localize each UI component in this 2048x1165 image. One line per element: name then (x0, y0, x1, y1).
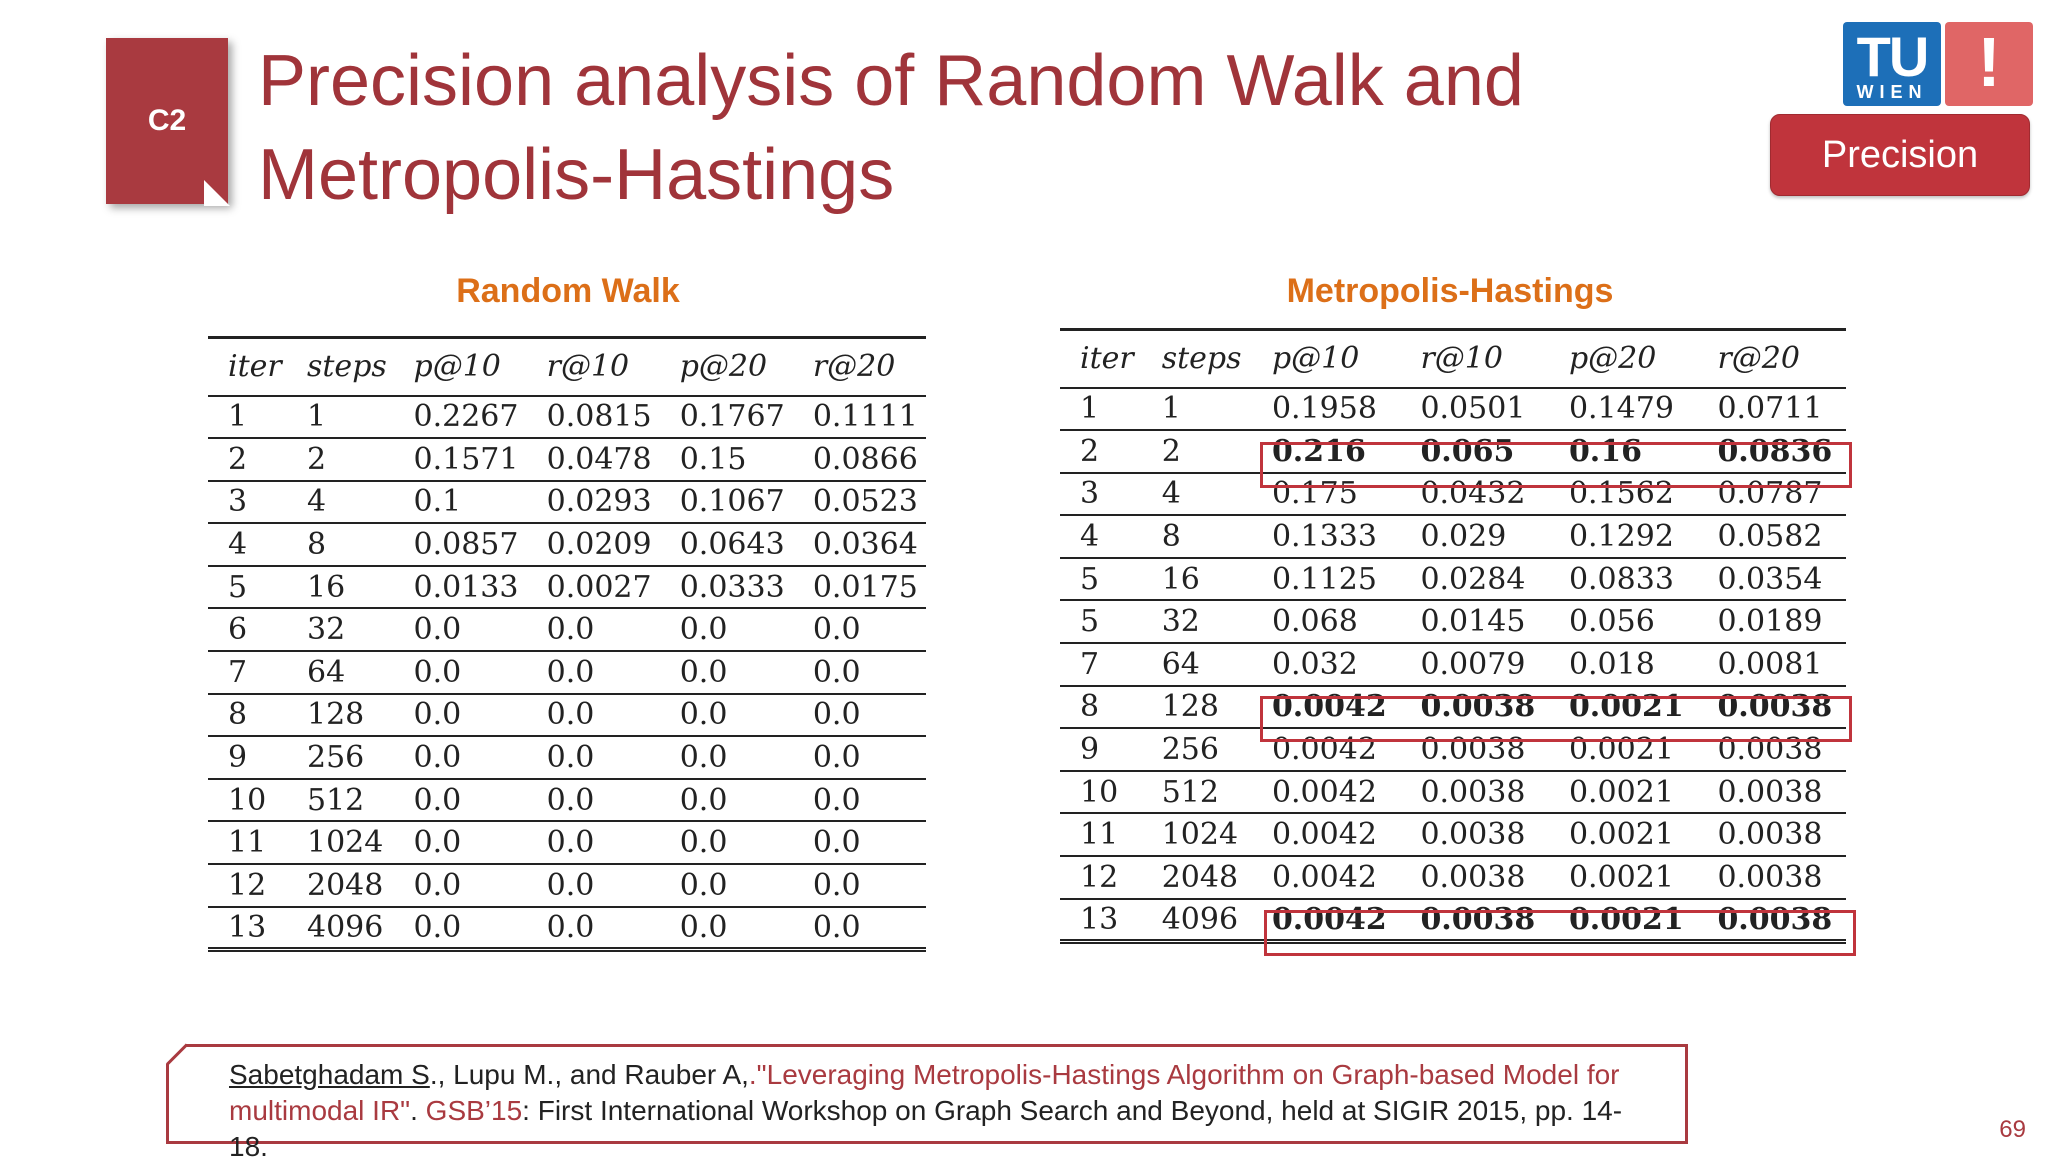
table-cell: 0.0145 (1400, 600, 1549, 643)
table-cell: 8 (1060, 686, 1142, 729)
table-cell: 0.0 (793, 821, 926, 864)
rw-header-4: p@20 (660, 338, 793, 396)
table-row (208, 566, 926, 609)
table-cell: 0.0582 (1697, 515, 1846, 558)
table-cell: 32 (1142, 600, 1252, 643)
table-cell: 0.0 (660, 608, 793, 651)
table-cell: 2 (287, 438, 394, 481)
table-cell: 0.0038 (1400, 899, 1549, 942)
table-cell: 0.0 (527, 651, 660, 694)
table-cell: 5 (208, 566, 287, 609)
table-cell: 0.0866 (793, 438, 926, 481)
table-cell: 0.0 (527, 694, 660, 737)
table-cell: 0.0021 (1549, 728, 1698, 771)
table-cell: 0.0 (527, 779, 660, 822)
table-cell: 12 (208, 864, 287, 907)
table-cell: 10 (208, 779, 287, 822)
metropolis-hastings-table (1060, 328, 1846, 944)
slide-title-line2: Metropolis-Hastings (258, 135, 895, 215)
table-cell: 256 (287, 736, 394, 779)
table-cell: 0.029 (1400, 515, 1549, 558)
table-row (1060, 686, 1846, 729)
table-cell: 2 (1060, 430, 1142, 473)
table-cell: 0.1958 (1252, 388, 1401, 431)
random-walk-title: Random Walk (456, 272, 680, 310)
table-row (1060, 388, 1846, 431)
table-cell: 1 (208, 396, 287, 439)
table-cell: 1024 (1142, 813, 1252, 856)
citation-authors: ., Lupu M., and Rauber A, (429, 1059, 749, 1090)
table-cell: 0.032 (1252, 643, 1401, 686)
table-cell: 0.0478 (527, 438, 660, 481)
table-cell: 0.1571 (394, 438, 527, 481)
table-cell: 0.0 (394, 779, 527, 822)
table-cell: 0.1292 (1549, 515, 1698, 558)
table-cell: 0.0787 (1697, 473, 1846, 516)
citation-venue: GSB’15 (425, 1095, 523, 1126)
table-cell: 16 (1142, 558, 1252, 601)
metropolis-hastings-title: Metropolis-Hastings (1286, 272, 1614, 310)
table-cell: 16 (287, 566, 394, 609)
mh-header-3: r@10 (1400, 330, 1549, 388)
table-cell: 0.0038 (1697, 728, 1846, 771)
table-cell: 5 (1060, 558, 1142, 601)
precision-topic-button[interactable]: Precision (1770, 114, 2030, 196)
citation-text (229, 1057, 1645, 1165)
table-cell: 256 (1142, 728, 1252, 771)
citation-details: : First International Workshop on Graph Search and Beyond, held at SIGIR 2015, pp. 14-18. (229, 1095, 1623, 1162)
citation-author-link[interactable]: Sabetghadam S (229, 1059, 430, 1090)
table-row (1060, 430, 1846, 473)
rw-header-1: steps (287, 338, 394, 396)
table-cell: 0.0 (394, 821, 527, 864)
table-cell: 0.15 (660, 438, 793, 481)
table-cell: 0.0209 (527, 523, 660, 566)
table-cell: 0.0 (660, 694, 793, 737)
table-cell: 0.0 (660, 779, 793, 822)
mh-header-4: p@20 (1549, 330, 1698, 388)
table-cell: 0.0 (394, 608, 527, 651)
citation-paper-title: ."Leveraging Metropolis-Hastings Algorithm on Graph-based Model for multimodal IR" (229, 1059, 1620, 1126)
table-cell: 0.0 (660, 907, 793, 950)
table-cell: 0.0038 (1400, 686, 1549, 729)
citation-separator: . (410, 1095, 426, 1126)
table-cell: 0.0364 (793, 523, 926, 566)
table-cell: 128 (1142, 686, 1252, 729)
table-row (1060, 515, 1846, 558)
table-cell: 0.0027 (527, 566, 660, 609)
table-cell: 0.175 (1252, 473, 1401, 516)
table-cell: 1024 (287, 821, 394, 864)
table-row (208, 438, 926, 481)
table-cell: 0.1479 (1549, 388, 1698, 431)
table-row (1060, 643, 1846, 686)
table-cell: 5 (1060, 600, 1142, 643)
table-cell: 0.056 (1549, 600, 1698, 643)
table-cell: 1 (1142, 388, 1252, 431)
table-cell: 9 (1060, 728, 1142, 771)
table-cell: 0.0857 (394, 523, 527, 566)
table-cell: 8 (208, 694, 287, 737)
table-row (208, 396, 926, 439)
table-cell: 0.0 (394, 694, 527, 737)
table-cell: 0.0333 (660, 566, 793, 609)
table-cell: 0.0 (793, 608, 926, 651)
table-cell: 11 (208, 821, 287, 864)
table-cell: 0.0042 (1252, 813, 1401, 856)
wien-logo-text: WIEN (1856, 82, 1928, 102)
table-cell: 12 (1060, 856, 1142, 899)
table-cell: 2 (1142, 430, 1252, 473)
rw-header-2: p@10 (394, 338, 527, 396)
table-cell: 0.0 (660, 651, 793, 694)
table-cell: 0.0038 (1400, 813, 1549, 856)
table-cell: 0.0038 (1400, 728, 1549, 771)
table-cell: 7 (1060, 643, 1142, 686)
table-cell: 0.0501 (1400, 388, 1549, 431)
table-cell: 0.0021 (1549, 899, 1698, 942)
table-cell: 6 (208, 608, 287, 651)
table-cell: 0.1767 (660, 396, 793, 439)
rw-header-5: r@20 (793, 338, 926, 396)
table-cell: 0.0042 (1252, 899, 1401, 942)
table-cell: 64 (287, 651, 394, 694)
exclamation-glyph: ! (1977, 23, 2001, 101)
table-cell: 0.0836 (1697, 430, 1846, 473)
table-cell: 0.0038 (1697, 686, 1846, 729)
table-cell: 64 (1142, 643, 1252, 686)
page-number: 69 (1999, 1116, 2026, 1143)
table-cell: 0.0038 (1697, 813, 1846, 856)
tu-wien-logo (1843, 22, 1941, 106)
table-cell: 0.1 (394, 481, 527, 524)
slide-title (258, 34, 1658, 222)
table-cell: 3 (1060, 473, 1142, 516)
table-cell: 0.0 (394, 651, 527, 694)
table-cell: 0.0 (394, 864, 527, 907)
table-cell: 128 (287, 694, 394, 737)
table-cell: 0.0042 (1252, 771, 1401, 814)
table-cell: 0.1562 (1549, 473, 1698, 516)
table-cell: 0.0293 (527, 481, 660, 524)
table-cell: 0.0 (793, 779, 926, 822)
table-cell: 0.0 (793, 864, 926, 907)
table-cell: 0.0038 (1400, 856, 1549, 899)
table-cell: 0.0 (527, 736, 660, 779)
table-cell: 0.0081 (1697, 643, 1846, 686)
rw-header-0: iter (208, 338, 287, 396)
table-cell: 0.0038 (1697, 856, 1846, 899)
table-row (1060, 600, 1846, 643)
table-cell: 0.1333 (1252, 515, 1401, 558)
citation-box (166, 1044, 1688, 1162)
table-cell: 0.0021 (1549, 856, 1698, 899)
table-cell: 0.0284 (1400, 558, 1549, 601)
table-cell: 0.16 (1549, 430, 1698, 473)
table-cell: 4 (1142, 473, 1252, 516)
table-cell: 0.1111 (793, 396, 926, 439)
table-cell: 2 (208, 438, 287, 481)
table-cell: 8 (1142, 515, 1252, 558)
table-cell: 0.0 (660, 864, 793, 907)
table-row (1060, 813, 1846, 856)
table-cell: 4096 (287, 907, 394, 950)
rw-header-3: r@10 (527, 338, 660, 396)
table-cell: 0.0042 (1252, 728, 1401, 771)
table-row (1060, 558, 1846, 601)
table-cell: 0.0711 (1697, 388, 1846, 431)
table-cell: 2048 (287, 864, 394, 907)
table-cell: 0.0 (394, 907, 527, 950)
table-cell: 0.2267 (394, 396, 527, 439)
table-cell: 4 (287, 481, 394, 524)
table-cell: 0.0021 (1549, 771, 1698, 814)
table-row (1060, 771, 1846, 814)
table-cell: 4 (1060, 515, 1142, 558)
table-cell: 11 (1060, 813, 1142, 856)
mh-header-1: steps (1142, 330, 1252, 388)
table-cell: 2048 (1142, 856, 1252, 899)
table-cell: 0.0 (660, 736, 793, 779)
slide-title-line1: Precision analysis of Random Walk and (258, 41, 1524, 121)
table-cell: 0.018 (1549, 643, 1698, 686)
table-row (208, 907, 926, 950)
table-cell: 0.0079 (1400, 643, 1549, 686)
table-row (1060, 856, 1846, 899)
table-cell: 0.0 (394, 736, 527, 779)
table-cell: 0.0 (793, 651, 926, 694)
table-row (208, 736, 926, 779)
table-cell: 0.0523 (793, 481, 926, 524)
random-walk-table (208, 336, 926, 952)
table-cell: 7 (208, 651, 287, 694)
table-row (208, 779, 926, 822)
table-cell: 4 (208, 523, 287, 566)
table-row (208, 481, 926, 524)
table-cell: 0.068 (1252, 600, 1401, 643)
table-cell: 10 (1060, 771, 1142, 814)
table-cell: 3 (208, 481, 287, 524)
table-cell: 32 (287, 608, 394, 651)
table-cell: 0.1067 (660, 481, 793, 524)
mh-header-2: p@10 (1252, 330, 1401, 388)
table-cell: 0.0 (793, 736, 926, 779)
exclamation-logo-icon (1945, 22, 2033, 106)
badge-fold-corner (204, 180, 230, 206)
table-cell: 0.0833 (1549, 558, 1698, 601)
table-cell: 0.0038 (1697, 771, 1846, 814)
table-cell: 0.0038 (1400, 771, 1549, 814)
table-row (1060, 899, 1846, 942)
table-cell: 4096 (1142, 899, 1252, 942)
mh-header-0: iter (1060, 330, 1142, 388)
table-cell: 0.0 (527, 864, 660, 907)
table-row (208, 694, 926, 737)
table-cell: 0.0 (793, 694, 926, 737)
table-cell: 0.0643 (660, 523, 793, 566)
table-cell: 0.0133 (394, 566, 527, 609)
table-cell: 13 (1060, 899, 1142, 942)
table-cell: 0.0 (527, 608, 660, 651)
table-cell: 0.0038 (1697, 899, 1846, 942)
table-cell: 512 (287, 779, 394, 822)
section-badge (106, 38, 228, 204)
table-cell: 0.0 (527, 821, 660, 864)
table-cell: 512 (1142, 771, 1252, 814)
table-cell: 0.0175 (793, 566, 926, 609)
table-cell: 1 (1060, 388, 1142, 431)
table-row (1060, 728, 1846, 771)
table-row (208, 651, 926, 694)
table-cell: 0.0 (793, 907, 926, 950)
table-cell: 0.0021 (1549, 686, 1698, 729)
table-cell: 1 (287, 396, 394, 439)
table-row (208, 864, 926, 907)
table-cell: 0.0021 (1549, 813, 1698, 856)
table-row (208, 608, 926, 651)
table-cell: 8 (287, 523, 394, 566)
table-cell: 0.0189 (1697, 600, 1846, 643)
table-row (208, 523, 926, 566)
table-cell: 0.1125 (1252, 558, 1401, 601)
table-cell: 0.0042 (1252, 686, 1401, 729)
table-cell: 0.0042 (1252, 856, 1401, 899)
table-row (208, 821, 926, 864)
table-cell: 0.0432 (1400, 473, 1549, 516)
table-cell: 0.065 (1400, 430, 1549, 473)
table-cell: 0.0 (660, 821, 793, 864)
section-badge-label: C2 (147, 104, 187, 137)
table-cell: 13 (208, 907, 287, 950)
table-cell: 9 (208, 736, 287, 779)
table-cell: 0.0 (527, 907, 660, 950)
table-cell: 0.0354 (1697, 558, 1846, 601)
table-cell: 0.0815 (527, 396, 660, 439)
mh-header-5: r@20 (1697, 330, 1846, 388)
table-row (1060, 473, 1846, 516)
tu-logo-text: TU (1856, 25, 1928, 88)
table-cell: 0.216 (1252, 430, 1401, 473)
